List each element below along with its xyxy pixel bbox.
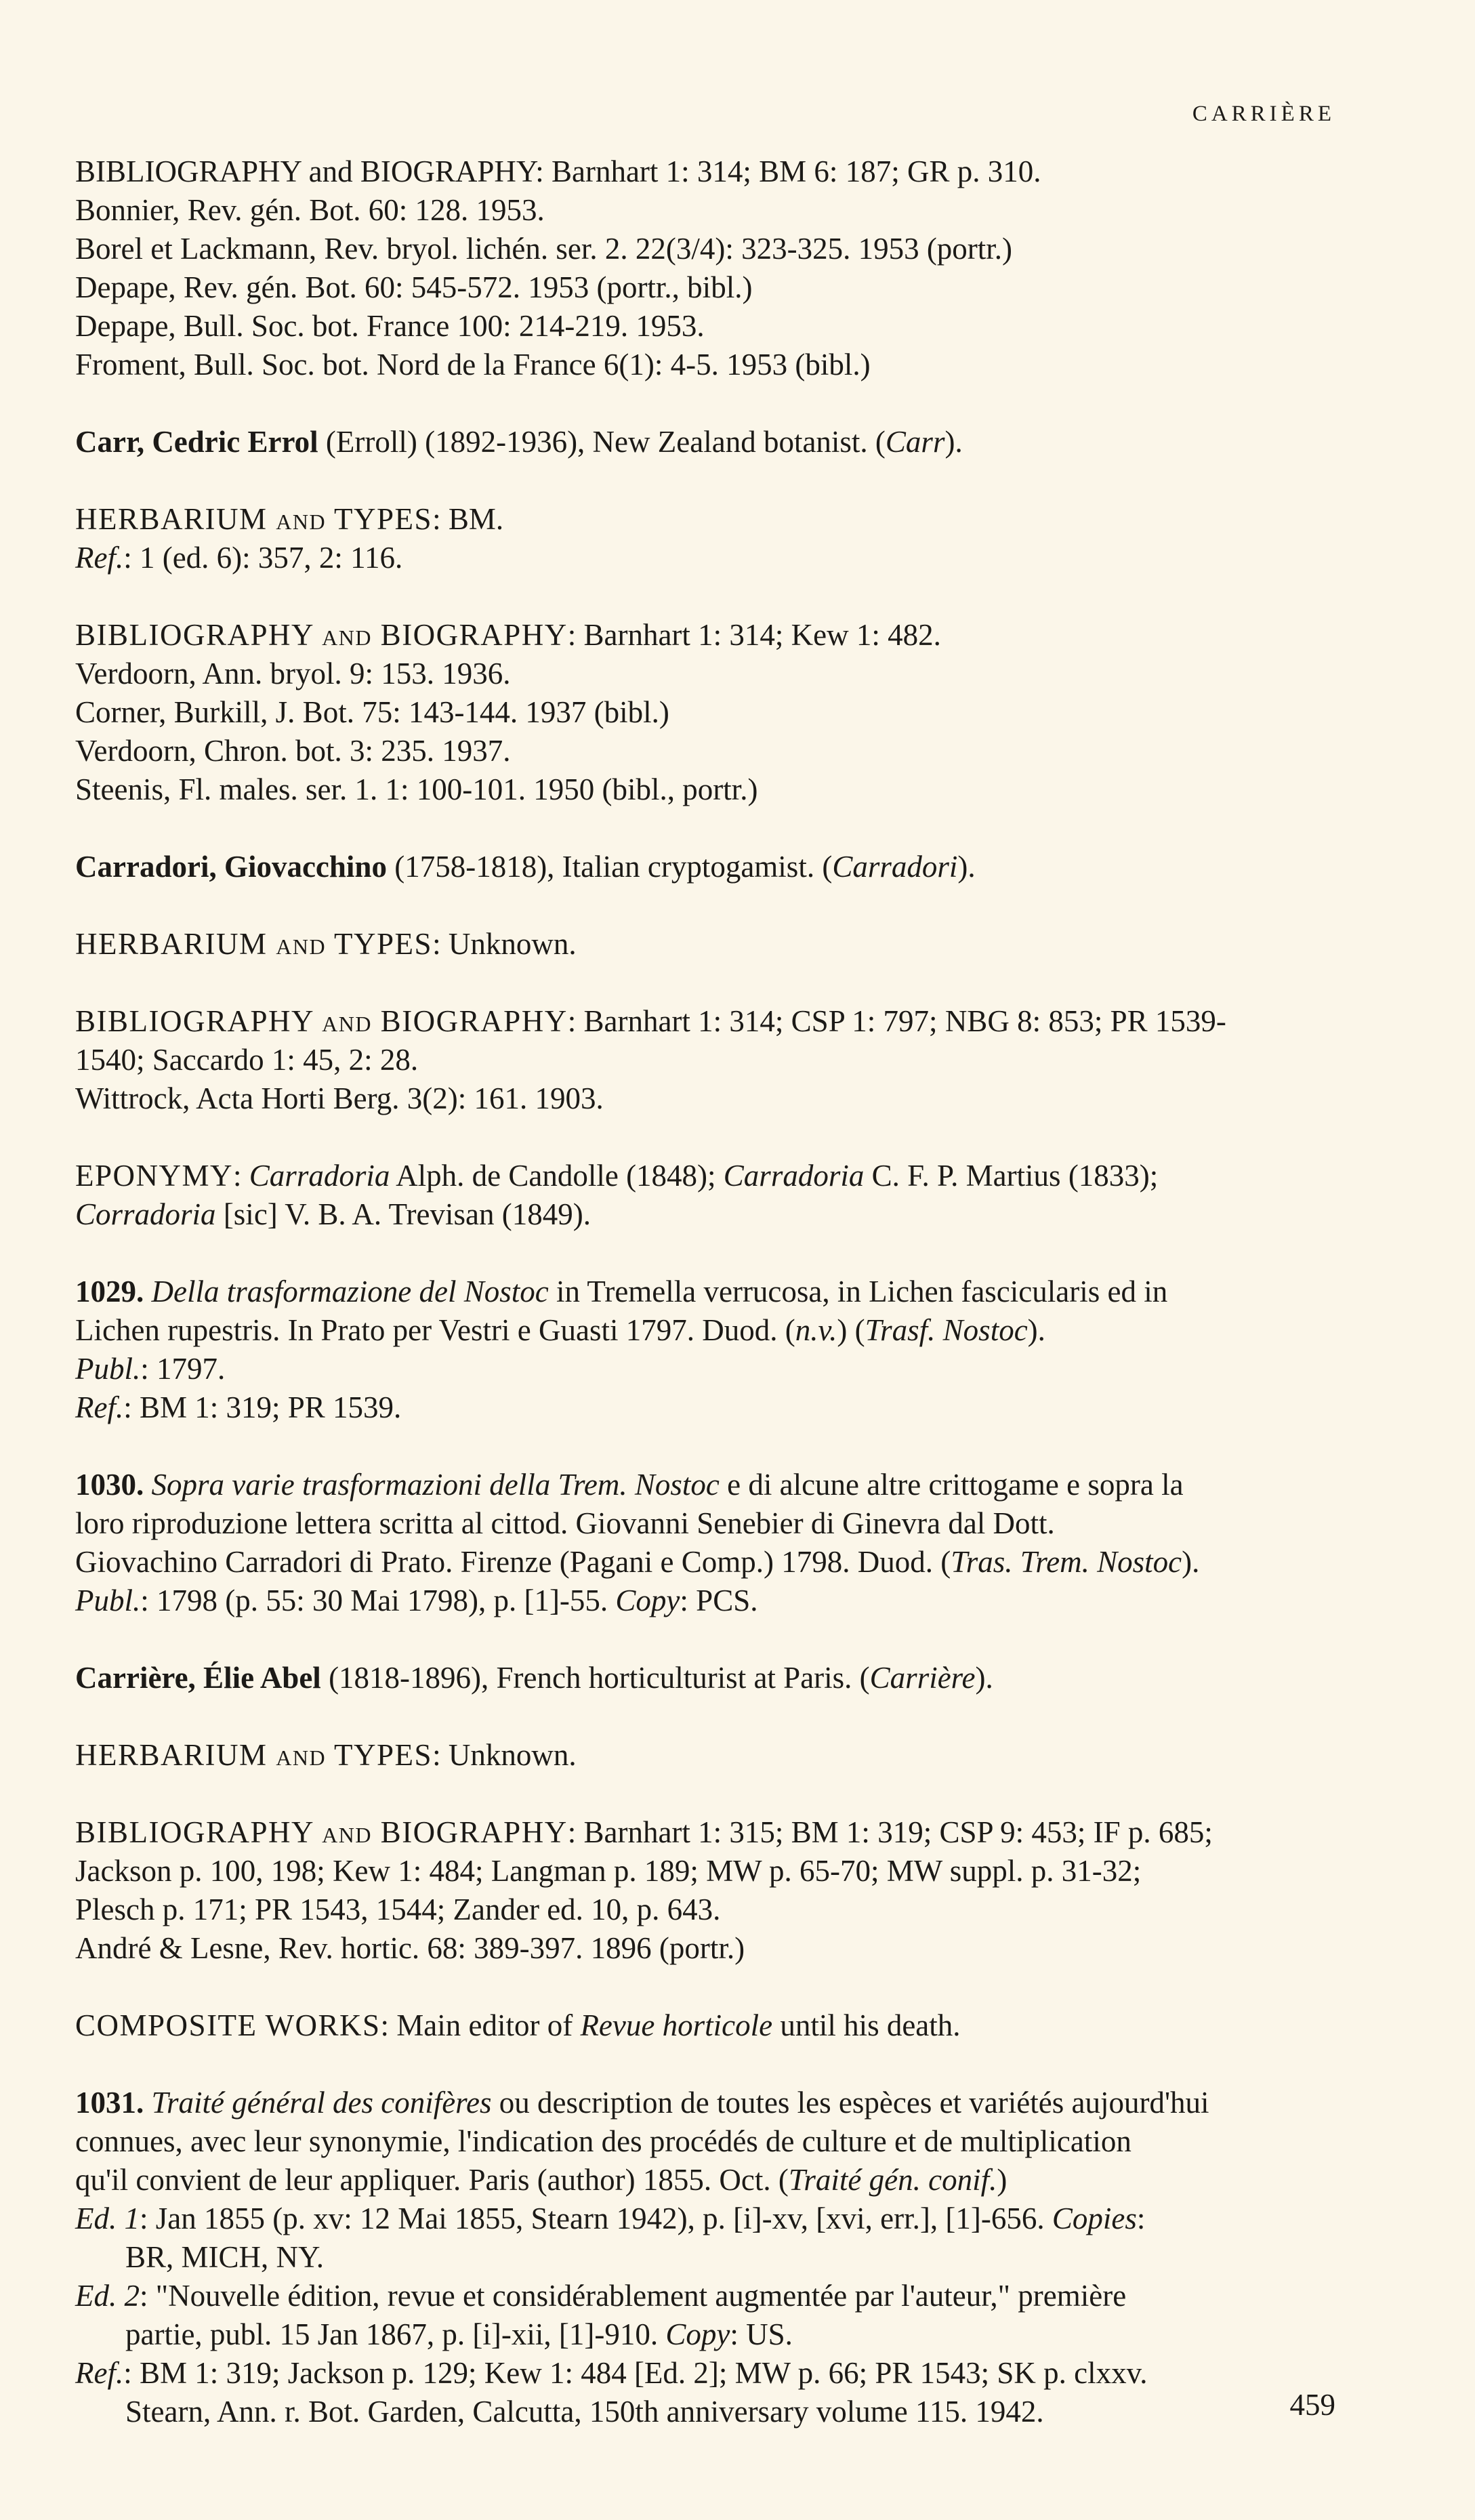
entry-name: Carradori, Giovacchino <box>75 850 387 884</box>
bibliography-line: BIBLIOGRAPHY and BIOGRAPHY: Barnhart 1: 314; Kew 1: 482. <box>75 618 941 652</box>
bib-line: Corner, Burkill, J. Bot. 75: 143-144. 1937 (bibl.) <box>75 695 669 729</box>
entry-name: Carrière, Élie Abel <box>75 1661 321 1695</box>
ref-line: Ref.: BM 1: 319; Jackson p. 129; Kew 1: 484 [Ed. 2]; MW p. 66; PR 1543; SK p. clxxv. <box>75 2356 1148 2390</box>
edition-line: partie, publ. 15 Jan 1867, p. [i]-xii, [1]-910. Copy: US. <box>125 2317 793 2351</box>
entry-heading-carradori: Carradori, Giovacchino (1758-1818), Italian cryptogamist. (Carradori). <box>75 850 976 884</box>
bonnier-bibliography <box>75 152 1335 384</box>
bib-line: Steenis, Fl. males. ser. 1. 1: 100-101. 1950 (bibl., portr.) <box>75 772 758 806</box>
publ-line: Publ.: 1798 (p. 55: 30 Mai 1798), p. [1]-55. Copy: PCS. <box>75 1584 758 1617</box>
work-line: loro riproduzione lettera scritta al cittod. Giovanni Senebier di Ginevra dal Dott. <box>75 1506 1055 1540</box>
bib-line: Plesch p. 171; PR 1543, 1544; Zander ed. 10, p. 643. <box>75 1893 721 1926</box>
bib-line: BIBLIOGRAPHY and BIOGRAPHY: Barnhart 1: 314; BM 6: 187; GR p. 310. <box>75 154 1041 188</box>
bib-line: Wittrock, Acta Horti Berg. 3(2): 161. 1903. <box>75 1081 604 1115</box>
work-1029: 1029. Della trasformazione del Nostoc in Tremella verrucosa, in Lichen fascicularis ed in <box>75 1275 1168 1308</box>
book-page <box>75 0 1335 2520</box>
work-line: qu'il convient de leur appliquer. Paris (author) 1855. Oct. (Traité gén. conif.) <box>75 2163 1007 2197</box>
edition-line: BR, MICH, NY. <box>125 2240 324 2274</box>
bib-line: 1540; Saccardo 1: 45, 2: 28. <box>75 1043 419 1077</box>
eponymy-line: EPONYMY: Carradoria Alph. de Candolle (1848); Carradoria C. F. P. Martius (1833); <box>75 1159 1159 1193</box>
ref-line: Stearn, Ann. r. Bot. Garden, Calcutta, 150th anniversary volume 115. 1942. <box>125 2395 1044 2429</box>
page-number: 459 <box>1289 2388 1335 2422</box>
bib-line: Verdoorn, Ann. bryol. 9: 153. 1936. <box>75 657 511 690</box>
bibliography-line: BIBLIOGRAPHY and BIOGRAPHY: Barnhart 1: 314; CSP 1: 797; NBG 8: 853; PR 1539- <box>75 1004 1226 1038</box>
work-1031: 1031. Traité général des conifères ou description de toutes les espèces et variétés aujourd'hui <box>75 2086 1209 2120</box>
eponymy-line: Corradoria [sic] V. B. A. Trevisan (1849). <box>75 1197 591 1231</box>
composite-works-line: COMPOSITE WORKS: Main editor of Revue horticole until his death. <box>75 2008 961 2042</box>
running-head: CARRIÈRE <box>1192 102 1335 126</box>
bib-line: Depape, Rev. gén. Bot. 60: 545-572. 1953 (portr., bibl.) <box>75 270 753 304</box>
work-line: Giovachino Carradori di Prato. Firenze (Pagani e Comp.) 1798. Duod. (Tras. Trem. Nostoc). <box>75 1545 1200 1579</box>
bib-line: Depape, Bull. Soc. bot. France 100: 214-219. 1953. <box>75 309 705 343</box>
bib-line: André & Lesne, Rev. hortic. 68: 389-397. 1896 (portr.) <box>75 1931 745 1965</box>
bib-line: Borel et Lackmann, Rev. bryol. lichén. ser. 2. 22(3/4): 323-325. 1953 (portr.) <box>75 232 1013 266</box>
herbarium-line: HERBARIUM and TYPES: Unknown. <box>75 1738 577 1772</box>
entry-name: Carr, Cedric Errol <box>75 425 318 459</box>
ref-line: Ref.: 1 (ed. 6): 357, 2: 116. <box>75 541 403 575</box>
edition-line: Ed. 1: Jan 1855 (p. xv: 12 Mai 1855, Stearn 1942), p. [i]-xv, [xvi, err.], [1]-656. Copies: <box>75 2202 1146 2235</box>
entry-heading-carr: Carr, Cedric Errol (Erroll) (1892-1936), New Zealand botanist. (Carr). <box>75 425 963 459</box>
edition-line: Ed. 2: "Nouvelle édition, revue et considérablement augmentée par l'auteur," première <box>75 2279 1127 2313</box>
bibliography-line: BIBLIOGRAPHY and BIOGRAPHY: Barnhart 1: 315; BM 1: 319; CSP 9: 453; IF p. 685; <box>75 1815 1213 1849</box>
bib-line: Jackson p. 100, 198; Kew 1: 484; Langman p. 189; MW p. 65-70; MW suppl. p. 31-32; <box>75 1854 1142 1888</box>
ref-line: Ref.: BM 1: 319; PR 1539. <box>75 1390 402 1424</box>
bib-line: Froment, Bull. Soc. bot. Nord de la France 6(1): 4-5. 1953 (bibl.) <box>75 348 871 381</box>
publ-line: Publ.: 1797. <box>75 1352 226 1386</box>
entry-heading-carriere: Carrière, Élie Abel (1818-1896), French horticulturist at Paris. (Carrière). <box>75 1661 993 1695</box>
bib-line: Bonnier, Rev. gén. Bot. 60: 128. 1953. <box>75 193 545 227</box>
work-line: connues, avec leur synonymie, l'indication des procédés de culture et de multiplication <box>75 2124 1131 2158</box>
herbarium-line: HERBARIUM and TYPES: BM. <box>75 502 504 536</box>
page-content <box>75 152 1335 2431</box>
work-1030: 1030. Sopra varie trasformazioni della Trem. Nostoc e di alcune altre crittogame e sopra la <box>75 1468 1184 1502</box>
herbarium-line: HERBARIUM and TYPES: Unknown. <box>75 927 577 961</box>
work-line: Lichen rupestris. In Prato per Vestri e Guasti 1797. Duod. (n.v.) (Trasf. Nostoc). <box>75 1313 1045 1347</box>
bib-line: Verdoorn, Chron. bot. 3: 235. 1937. <box>75 734 511 768</box>
